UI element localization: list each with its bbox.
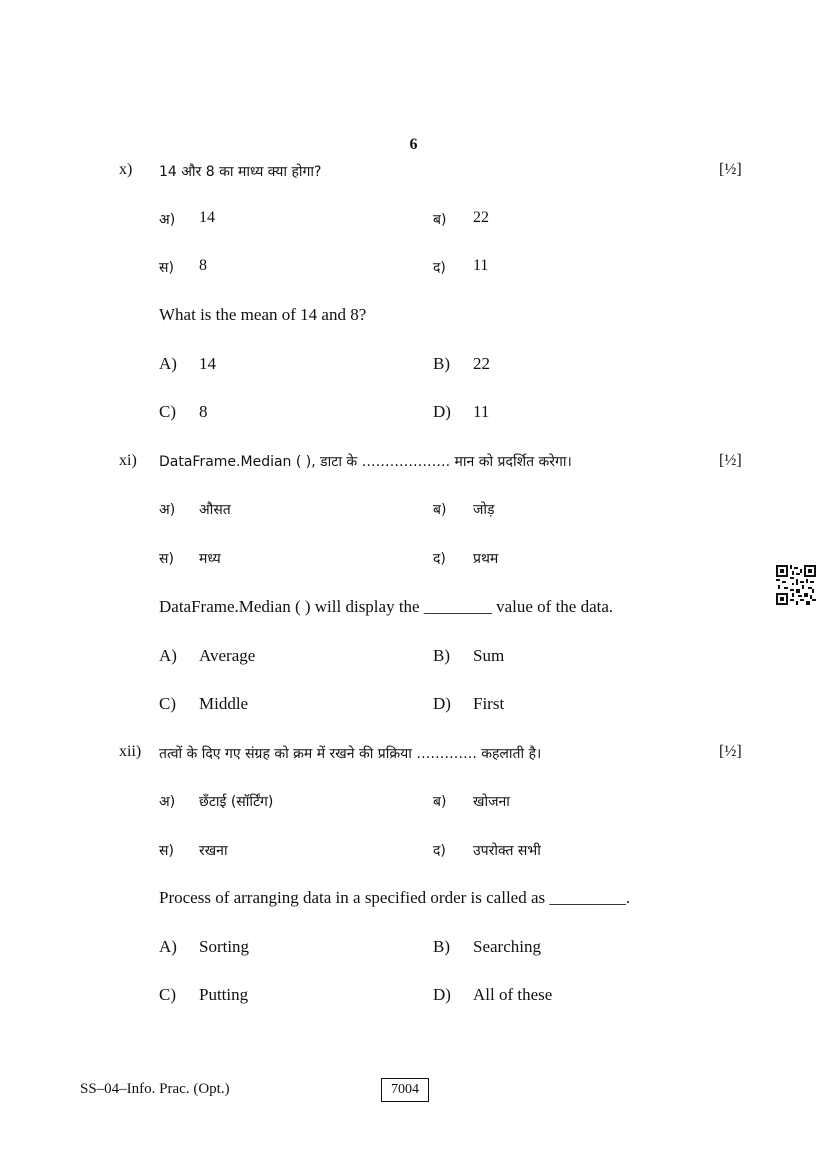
question-text-hindi	[159, 452, 572, 471]
option-label: द)	[433, 551, 446, 567]
option-text: मध्य	[199, 551, 221, 567]
option-label: ब)	[433, 212, 447, 228]
question-text-hindi: 14 और 8 का माध्य क्या होगा?	[159, 164, 322, 180]
option-label: ब)	[433, 794, 447, 810]
option-text: प्रथम	[473, 551, 499, 567]
option-text: 14	[199, 354, 216, 373]
option-text: Middle	[199, 694, 249, 713]
question-number: xi)	[119, 452, 137, 469]
option-label: A)	[159, 646, 177, 665]
question-text-english: DataFrame.Median ( ) will display the ________ value of the data.	[159, 597, 614, 616]
option-text: 8	[199, 402, 208, 421]
option-label: A)	[159, 937, 177, 956]
question-text-hindi-content: DataFrame.Median ( ), डाटा के ………………. मान को प्रदर्शित करेगा।	[159, 454, 572, 470]
question-number: xii)	[119, 743, 142, 760]
option-label: स)	[159, 260, 174, 276]
option-text: खोजना	[473, 794, 510, 810]
option-text: जोड़	[473, 502, 495, 518]
option-text: रखना	[199, 843, 228, 859]
option-label: C)	[159, 985, 176, 1004]
option-label: अ)	[159, 212, 176, 228]
question-number: x)	[119, 161, 133, 178]
option-text: All of these	[473, 985, 553, 1004]
option-label: स)	[159, 843, 174, 859]
option-label: B)	[433, 354, 450, 373]
option-text: Sum	[473, 646, 505, 665]
option-label: द)	[433, 843, 446, 859]
option-label: B)	[433, 937, 450, 956]
option-label: द)	[433, 260, 446, 276]
page-number: 6	[409, 136, 418, 153]
option-text: Putting	[199, 985, 249, 1004]
option-text: Sorting	[199, 937, 250, 956]
option-label: ब)	[433, 502, 447, 518]
option-text: 22	[473, 209, 489, 226]
option-label: अ)	[159, 502, 176, 518]
option-label: D)	[433, 694, 451, 713]
qr-code-icon	[776, 565, 816, 605]
question-text-hindi: तत्वों के दिए गए संग्रह को क्रम में रखने की प्रक्रिया …………. कहलाती है।	[159, 746, 542, 762]
option-label: C)	[159, 402, 176, 421]
marks-label: [½]	[719, 743, 742, 760]
option-label: C)	[159, 694, 176, 713]
paper-code: SS–04–Info. Prac. (Opt.)	[80, 1081, 230, 1097]
option-text: उपरोक्त सभी	[473, 843, 541, 859]
option-text: 8	[199, 257, 207, 274]
marks-label: [½]	[719, 452, 742, 469]
option-text: Average	[199, 646, 256, 665]
option-label: B)	[433, 646, 450, 665]
option-label: अ)	[159, 794, 176, 810]
question-text-english: What is the mean of 14 and 8?	[159, 305, 367, 324]
option-text: 22	[473, 354, 490, 373]
option-text: 14	[199, 209, 215, 226]
option-label: D)	[433, 402, 451, 421]
option-text: Searching	[473, 937, 541, 956]
option-label: D)	[433, 985, 451, 1004]
option-text: 11	[473, 402, 490, 421]
option-text: छँटाई (सॉर्टिंग)	[199, 794, 274, 810]
question-text-english: Process of arranging data in a specified order is called as _________.	[159, 888, 631, 907]
marks-label: [½]	[719, 161, 742, 178]
option-label: स)	[159, 551, 174, 567]
option-text: 11	[473, 257, 489, 274]
option-text: औसत	[199, 502, 231, 518]
option-label: A)	[159, 354, 177, 373]
paper-number-box: 7004	[381, 1078, 429, 1102]
option-text: First	[473, 694, 505, 713]
